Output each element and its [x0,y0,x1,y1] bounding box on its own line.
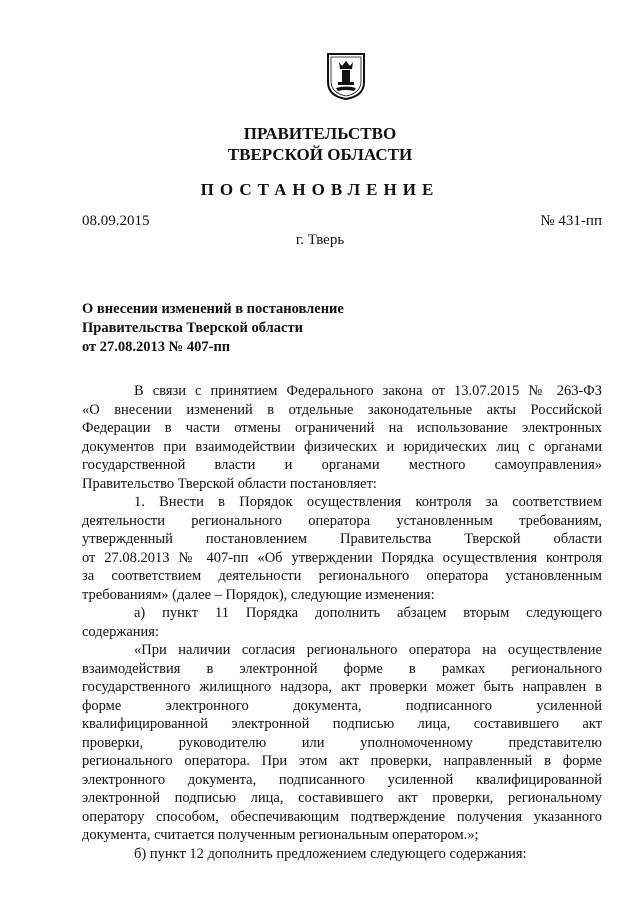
body-text-line: б) пункт 12 дополнить предложением следующего содержания: [134,845,527,862]
document-date: 08.09.2015 [82,213,150,229]
document-body [82,382,602,863]
body-text-line: регионального оператора. При этом акт проверки, направленный в форме [82,753,602,769]
body-text-line: «При наличии согласия регионального оператора на осуществление [134,642,602,658]
body-text-line: за соответствием деятельности регионального оператора установленным [82,568,602,584]
subject-line: О внесении изменений в постановление [82,301,344,317]
body-text-line: требованиям» (далее – Порядок), следующие изменения: [82,586,435,603]
body-text-line: В связи с принятием Федерального закона от 13.07.2015 № 263-ФЗ [134,383,602,399]
body-text-line: взаимодействия в электронной форме в рамках регионального [82,660,602,677]
document-city: г. Тверь [295,232,345,248]
body-text-line: Правительство Тверской области постановляет: [82,475,377,492]
body-text-line: 1. Внести в Порядок осуществления контроля за соответствием [134,494,602,510]
body-text-line: проверки, руководителю или уполномоченному представителю [82,734,602,751]
body-text-line: документов при взаимодействии физических и юридических лиц с органами [82,438,602,455]
body-text-line: содержания: [82,623,160,640]
body-text-line: государственного жилищного надзора, акт проверки может быть направлен в [82,679,602,695]
document-number: № 431-пп [540,213,602,229]
body-text-line: Федерации в части отмены ограничений на использование электронных [82,420,602,436]
body-text-line: электронной подписью лица, составившего акт проверки, региональному [82,790,602,806]
subject-line: Правительства Тверской области [82,320,303,336]
government-title-line1: ПРАВИТЕЛЬСТВО [243,124,397,143]
body-text-line: от 27.08.2013 № 407-пп «Об утверждении Порядка осуществления контроля [82,549,602,566]
body-text-line: а) пункт 11 Порядка дополнить абзацем вторым следующего [134,605,602,621]
body-text-line: квалифицированной электронной подписью лица, составившего акт [82,716,602,732]
body-text-line: оператору способом, обеспечивающим подтверждение получения указанного [82,808,602,825]
body-text-line: «О внесении изменений в отдельные законодательные акты Российской [82,401,602,418]
document-type-heading: ПОСТАНОВЛЕНИЕ [200,180,440,199]
body-text-line: деятельности регионального оператора установленным требованиям, [82,512,602,529]
body-text-line: государственной власти и органами местного самоуправления» [82,457,602,473]
body-text-line: документа, считается полученным региональным оператором.»; [82,827,479,843]
subject-line: от 27.08.2013 № 407-пп [82,339,231,355]
body-text-line: электронного документа, подписанного усиленной квалифицированной [82,771,602,788]
body-text-line: форме электронного документа, подписанного усиленной [82,697,602,714]
coat-of-arms-icon [326,52,366,100]
body-text-line: утвержденный постановлением Правительства Тверской области [82,531,602,547]
government-title-line2: ТВЕРСКОЙ ОБЛАСТИ [227,145,413,164]
document-subject [82,300,442,357]
